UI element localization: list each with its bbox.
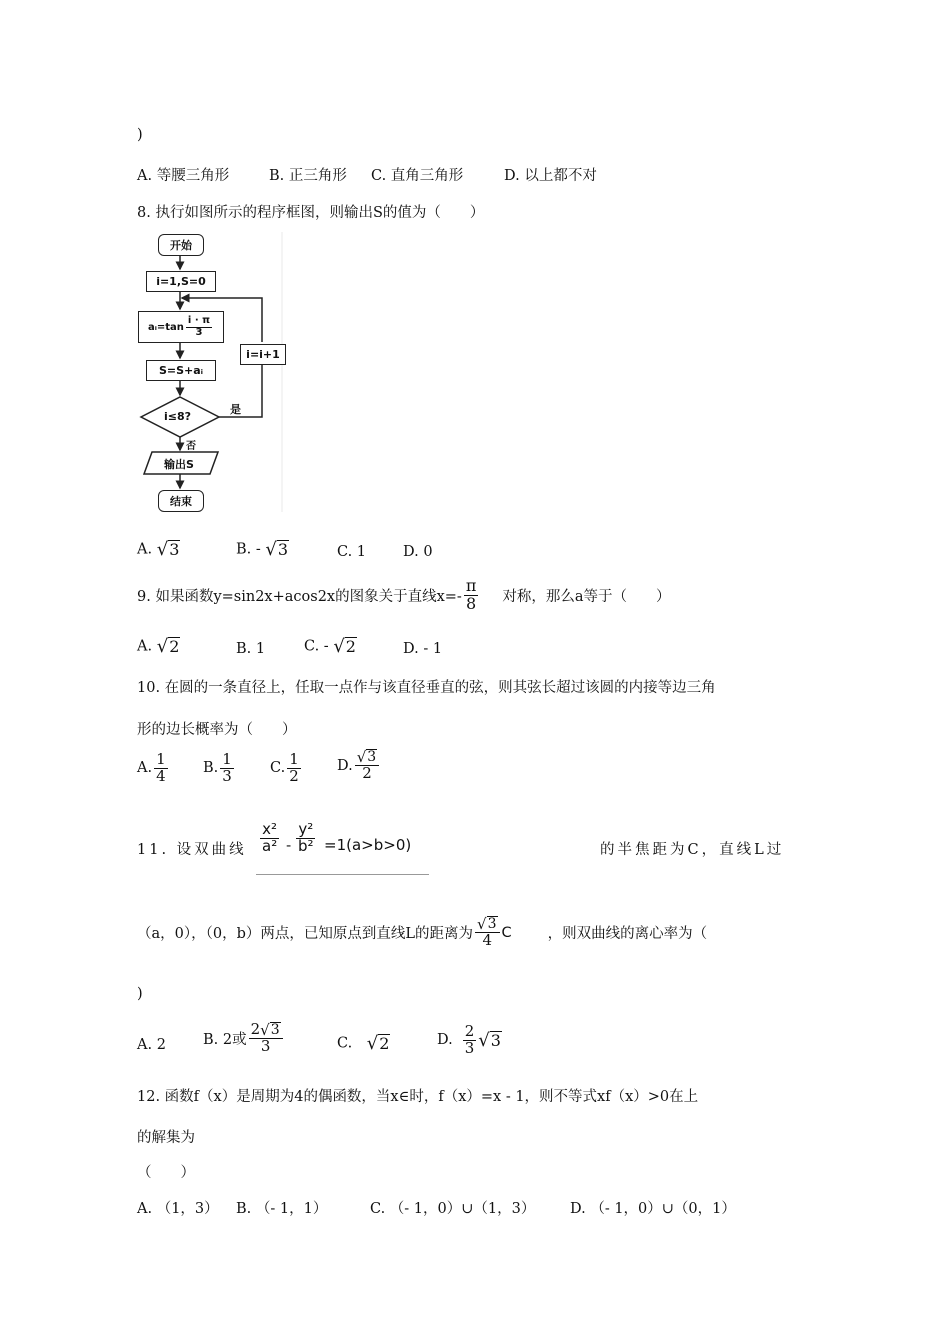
q12-line1: 12. 函数f（x）是周期为4的偶函数，当x∈时，f（x）=x - 1，则不等式xf（x）>0在上 [137, 1089, 699, 1105]
q10-option-a-num: 1 [156, 750, 166, 768]
q11-option-b-num: 2 √ 3 [249, 1022, 283, 1039]
q7-option-d: D. 以上都不对 [504, 168, 597, 184]
sqrt-symbol: √ 2 [366, 1032, 390, 1054]
q12-line2: 的解集为 [137, 1130, 195, 1146]
flow-sum: S=S+aᵢ [146, 360, 216, 381]
flow-assign [138, 311, 224, 343]
q11-dist-radicand: 3 [487, 916, 497, 932]
q10-option-c-label: C. [270, 760, 286, 777]
flow-assign-den: 3 [195, 326, 203, 338]
q8-option-a [137, 540, 180, 559]
q7-option-b: B. 正三角形 [269, 168, 347, 184]
q8-option-b [236, 540, 289, 559]
q9-option-c [304, 637, 357, 656]
q10-option-a [137, 752, 170, 785]
q10-option-b-frac [220, 752, 234, 785]
q11-stem-b: 的半焦距为C，直线L过 [600, 842, 785, 858]
q11-option-b-frac [249, 1022, 283, 1055]
q10-option-d-den: 2 [362, 764, 372, 783]
q8-stem: 8. 执行如图所示的程序框图，则输出S的值为（ ） [137, 205, 485, 221]
q9-stem [137, 578, 671, 613]
q12-option-a: A. （1，3） [137, 1201, 219, 1217]
sqrt-symbol: √ 3 [478, 1029, 501, 1051]
q11-option-d [437, 1024, 502, 1057]
q11-option-b-radicand: 3 [270, 1022, 280, 1038]
q11-eq-x: x² [262, 820, 278, 838]
q8-option-b-label: B. - [236, 541, 261, 558]
q12-option-c: C. （- 1，0）∪（1，3） [370, 1201, 536, 1217]
q10-option-d [337, 749, 381, 782]
q10-option-d-frac [355, 749, 379, 782]
q11-option-d-frac [463, 1024, 477, 1057]
q9-option-c-label: C. - [304, 638, 329, 655]
flow-end: 结束 [158, 490, 204, 512]
q11-option-d-radicand: 3 [490, 1030, 501, 1050]
q10-option-b [203, 752, 236, 785]
q11-option-b-label: B. 2或 [203, 1032, 247, 1049]
q9-option-c-radicand: 2 [345, 637, 356, 656]
q11-line2-b: ，则双曲线的离心率为（ [547, 926, 708, 943]
q11-option-c [337, 1034, 390, 1053]
q10-option-b-label: B. [203, 760, 219, 777]
flow-output: 输出S [164, 458, 194, 471]
q11-dist-c: C [501, 924, 512, 941]
q7-tail: ) [137, 127, 143, 143]
q8-option-c: C. 1 [337, 544, 367, 560]
q7-option-c: C. 直角三角形 [371, 168, 464, 184]
q11-option-b-coef: 2 [250, 1020, 261, 1039]
q8-option-d: D. 0 [403, 544, 433, 560]
q10-option-c-den: 2 [289, 766, 299, 785]
q11-tail: ) [137, 986, 143, 1002]
q8-option-a-label: A. [137, 541, 153, 558]
q11-eq-a: a² [262, 836, 278, 855]
q8-option-b-radicand: 3 [277, 540, 289, 559]
q7-option-a: A. 等腰三角形 [137, 168, 230, 184]
q10-option-c-num: 1 [289, 750, 299, 768]
q12-line3: （ ） [137, 1165, 195, 1181]
q12-option-d: D. （- 1，0）∪（0，1） [570, 1201, 736, 1217]
q9-option-b: B. 1 [236, 641, 266, 657]
q11-stem-a: 11. 设双曲线 [137, 842, 247, 858]
q12-option-b: B. （- 1，1） [236, 1201, 328, 1217]
q11-option-d-den: 3 [464, 1038, 475, 1057]
flow-cond: i≤8? [164, 410, 192, 423]
q10-option-a-den: 4 [156, 766, 166, 785]
sqrt-symbol: √ 3 [156, 538, 180, 560]
q11-equation [256, 818, 429, 875]
q11-eq-y: y² [298, 820, 314, 838]
q11-option-d-num: 2 [464, 1022, 475, 1040]
q10-option-d-num: √ 3 [355, 749, 379, 766]
q10-line2: 形的边长概率为（ ） [137, 722, 297, 738]
q11-eq-minus: - [286, 838, 292, 854]
flow-inc: i=i+1 [240, 344, 286, 365]
sqrt-symbol: √ 3 [265, 538, 289, 560]
q11-line2-a: （a，0），（0，b）两点，已知原点到直线L的距离为 [137, 926, 474, 943]
q11-eq-b: b² [298, 836, 314, 855]
flow-assign-frac [186, 316, 212, 338]
q11-option-b-den: 3 [260, 1037, 271, 1056]
q10-option-b-num: 1 [222, 750, 232, 768]
q9-frac-num: π [465, 576, 477, 595]
q11-option-a: A. 2 [137, 1037, 166, 1053]
q11-option-b [203, 1022, 285, 1055]
q11-eq-rest: =1(a>b>0) [324, 836, 412, 854]
flow-assign-prefix: aᵢ=tan [147, 321, 184, 333]
q9-frac [464, 578, 479, 613]
q10-option-b-den: 3 [222, 766, 232, 785]
q9-stem-b: 对称，那么a等于（ ） [502, 588, 671, 605]
q11-dist-frac [475, 916, 499, 949]
q11-eq-frac-y [296, 822, 316, 855]
q9-stem-a: 9. 如果函数y=sin2x+acos2x的图象关于直线x=- [137, 588, 462, 605]
q11-dist-num: √ 3 [475, 916, 499, 933]
flow-start: 开始 [158, 234, 204, 256]
q10-option-a-label: A. [137, 760, 153, 777]
q10-option-a-frac [154, 752, 168, 785]
q10-option-c [270, 752, 303, 785]
q10-line1: 10. 在圆的一条直径上，任取一点作与该直径垂直的弦，则其弦长超过该圆的内接等边三角 [137, 680, 716, 696]
q9-frac-den: 8 [465, 593, 477, 613]
q11-dist-den: 4 [482, 931, 493, 950]
q8-flowchart [132, 230, 287, 515]
q10-option-d-label: D. [337, 757, 353, 774]
flow-yes: 是 [230, 403, 241, 416]
q9-option-a [137, 637, 180, 656]
q9-option-d: D. - 1 [403, 641, 443, 657]
q11-eq-frac-x [260, 822, 279, 855]
flow-assign-num: i · π [187, 315, 211, 326]
sqrt-symbol: √ 2 [156, 635, 180, 657]
q9-option-a-label: A. [137, 638, 153, 655]
q11-option-c-radicand: 2 [379, 1034, 390, 1053]
flow-no: 否 [186, 441, 196, 452]
q11-option-c-label: C. [337, 1035, 353, 1052]
q9-option-a-radicand: 2 [169, 637, 180, 656]
sqrt-symbol: √ 2 [333, 635, 356, 657]
q10-option-c-frac [287, 752, 301, 785]
q10-option-d-radicand: 3 [367, 749, 377, 765]
q11-line2 [137, 916, 707, 949]
flow-init: i=1,S=0 [146, 271, 216, 292]
q8-option-a-radicand: 3 [169, 540, 180, 559]
q11-option-d-label: D. [437, 1032, 453, 1049]
